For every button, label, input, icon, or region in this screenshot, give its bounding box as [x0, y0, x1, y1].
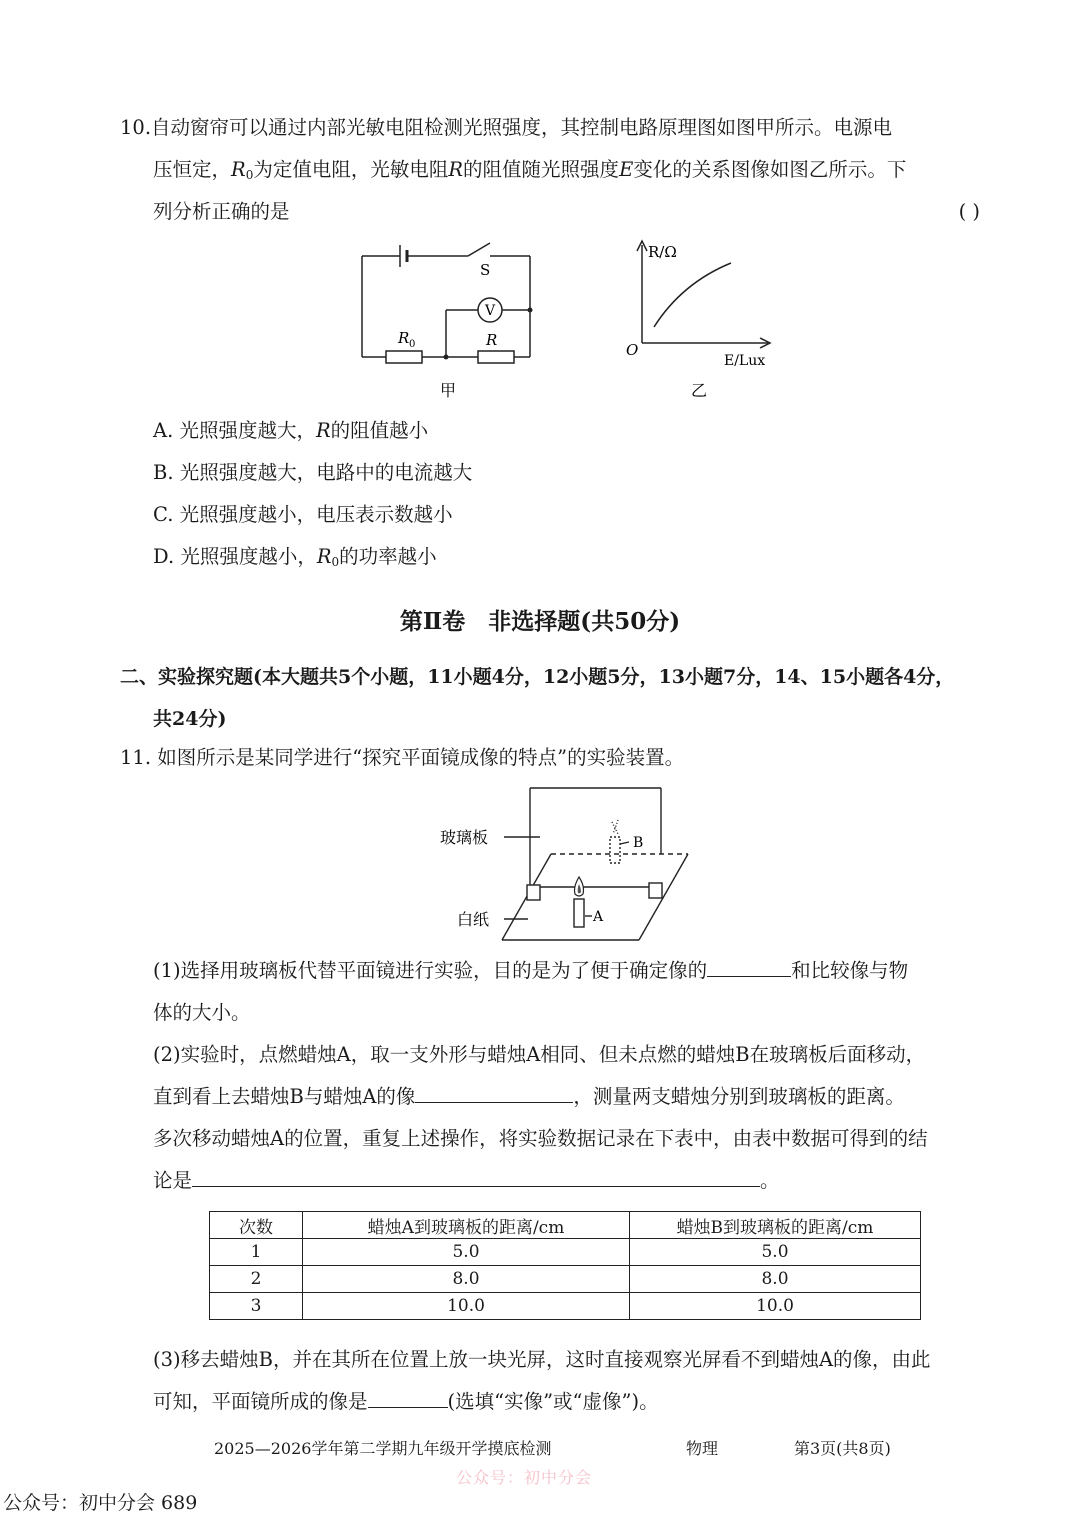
table-header-row: [210, 1212, 921, 1239]
r0-subscript: 0: [245, 168, 254, 182]
option-c: C. 光照强度越小，电压表示数越小: [153, 503, 453, 526]
option-d-text-1: D. 光照强度越小，: [153, 545, 317, 568]
q10-number: 10.: [120, 116, 152, 139]
q11-part2-line-1: (2)实验时，点燃蜡烛A，取一支外形与蜡烛A相同、但未点燃的蜡烛B在玻璃板后面移动，: [153, 1043, 926, 1066]
r-resistor: [478, 351, 514, 363]
voltmeter-label: V: [485, 303, 496, 319]
q11-part2-text-a: 直到看上去蜡烛B与蜡烛A的像: [153, 1085, 416, 1108]
q10-stem-2b: 为定值电阻，光敏电阻: [253, 158, 449, 181]
candle-b-label: B: [633, 835, 644, 851]
q11-part1-text-b: 和比较像与物: [791, 959, 909, 982]
watermark: 公众号：初中分会: [456, 1468, 593, 1487]
mirror-experiment-figure: [430, 782, 700, 947]
q11-part2-text-b: ，测量两支蜡烛分别到玻璃板的距离。: [573, 1085, 905, 1108]
q11-part1-text-a: (1)选择用玻璃板代替平面镜进行实验，目的是为了便于确定像的: [153, 959, 708, 982]
table-row: [210, 1266, 921, 1293]
glass-plate-label: 玻璃板: [440, 828, 489, 847]
q11-part1-line-1: [153, 959, 908, 982]
answer-blank-3[interactable]: [192, 1185, 760, 1187]
section-title: 第Ⅱ卷 非选择题(共50分): [399, 608, 681, 635]
switch-blade: [468, 243, 490, 256]
resistance-graph: [620, 235, 780, 405]
figure-caption-yi: 乙: [691, 381, 708, 400]
r-label: R: [486, 331, 498, 349]
footer-page: 第3页(共8页): [794, 1439, 891, 1458]
footer-exam-title: 2025—2026学年第二学期九年级开学摸底检测: [214, 1439, 552, 1458]
answer-blank-1[interactable]: [707, 975, 791, 977]
q11-part2-line-3: 多次移动蜡烛A的位置，重复上述操作，将实验数据记录在下表中，由表中数据可得到的结: [153, 1127, 928, 1150]
candle-a-label: A: [593, 909, 604, 925]
option-d: [153, 545, 437, 569]
q10-stem-2a: 压恒定，: [153, 158, 232, 181]
footer-subject: 物理: [686, 1439, 719, 1458]
q11-part3-text-a: 可知，平面镜所成的像是: [153, 1390, 368, 1413]
option-a-text-2: 的阻值越小: [330, 419, 429, 442]
table-header-cell: 蜡烛B到玻璃板的距离/cm: [630, 1212, 921, 1239]
e-symbol: E: [619, 158, 634, 181]
option-d-text-2: 的功率越小: [339, 545, 437, 568]
q11-part3-line-1: (3)移去蜡烛B，并在其所在位置上放一块光屏，这时直接观察光屏看不到蜡烛A的像，由此: [153, 1348, 931, 1371]
table-cell: 1: [210, 1239, 303, 1266]
table-cell: 8.0: [630, 1266, 921, 1293]
r0-resistor: [386, 351, 422, 363]
origin-label: O: [626, 341, 639, 359]
switch-label: S: [480, 261, 491, 279]
junction-dot: [528, 308, 533, 313]
table-cell: 5.0: [303, 1239, 630, 1266]
q10-stem-1: 自动窗帘可以通过内部光敏电阻检测光照强度，其控制电路原理图如图甲所示。电源电: [151, 116, 893, 139]
option-a-r: R: [315, 419, 331, 442]
q11-part2-line-2: [153, 1085, 905, 1108]
table-row: [210, 1239, 921, 1266]
answer-paren: ( ): [958, 200, 980, 223]
r-e-curve: [654, 263, 731, 327]
table-row: [210, 1293, 921, 1320]
part-heading-line-1: 二、实验探究题(本大题共5个小题，11小题4分，12小题5分，13小题7分，14、15小题各4分，: [120, 666, 955, 688]
x-axis-label: E/Lux: [724, 353, 766, 369]
q10-line-3: [153, 200, 980, 223]
table-cell: 2: [210, 1266, 303, 1293]
table-cell: 3: [210, 1293, 303, 1320]
q10-stem-2c: 的阻值随光照强度: [463, 158, 620, 181]
part-heading-line-2: 共24分): [153, 708, 227, 730]
table-cell: 10.0: [303, 1293, 630, 1320]
q10-stem-3: 列分析正确的是: [153, 200, 290, 223]
answer-blank-4[interactable]: [368, 1406, 448, 1408]
q10-line-2: [153, 158, 906, 182]
option-a-text-1: A. 光照强度越大，: [153, 419, 316, 442]
answer-blank-2[interactable]: [415, 1101, 573, 1103]
q11-part3-text-b: (选填“实像”或“虚像”)。: [447, 1390, 659, 1413]
q11-part2-text-d: 。: [760, 1169, 780, 1192]
table-cell: 5.0: [630, 1239, 921, 1266]
q11-stem: 11. 如图所示是某同学进行“探究平面镜成像的特点”的实验装置。: [120, 746, 685, 769]
figure-caption-jia: 甲: [440, 381, 457, 400]
table-header-cell: 蜡烛A到玻璃板的距离/cm: [303, 1212, 630, 1239]
table-cell: 10.0: [630, 1293, 921, 1320]
data-table: [209, 1211, 921, 1320]
q11-part1-line-2: 体的大小。: [153, 1001, 251, 1024]
option-b: B. 光照强度越大，电路中的电流越大: [153, 461, 473, 484]
table-header-cell: 次数: [210, 1212, 303, 1239]
option-d-sub: 0: [331, 555, 340, 569]
q10-stem-2d: 变化的关系图像如图乙所示。下: [633, 158, 907, 181]
r0-label: R: [398, 329, 410, 347]
table-cell: 8.0: [303, 1266, 630, 1293]
option-d-r: R: [316, 545, 332, 568]
circuit-diagram: [350, 235, 550, 405]
r0-symbol: R: [231, 158, 246, 181]
q11-part2-text-c: 论是: [153, 1169, 193, 1192]
junction-dot: [444, 355, 449, 360]
white-paper-label: 白纸: [457, 910, 490, 929]
q11-part2-line-4: [153, 1169, 780, 1192]
r-symbol: R: [448, 158, 464, 181]
y-axis-label: R/Ω: [648, 243, 677, 261]
r0-label-sub: 0: [409, 339, 416, 350]
option-a: [153, 419, 428, 442]
q10-line-1: [120, 116, 892, 139]
account-label: 公众号：初中分会 689: [3, 1492, 198, 1514]
q11-part3-line-2: [153, 1390, 659, 1413]
